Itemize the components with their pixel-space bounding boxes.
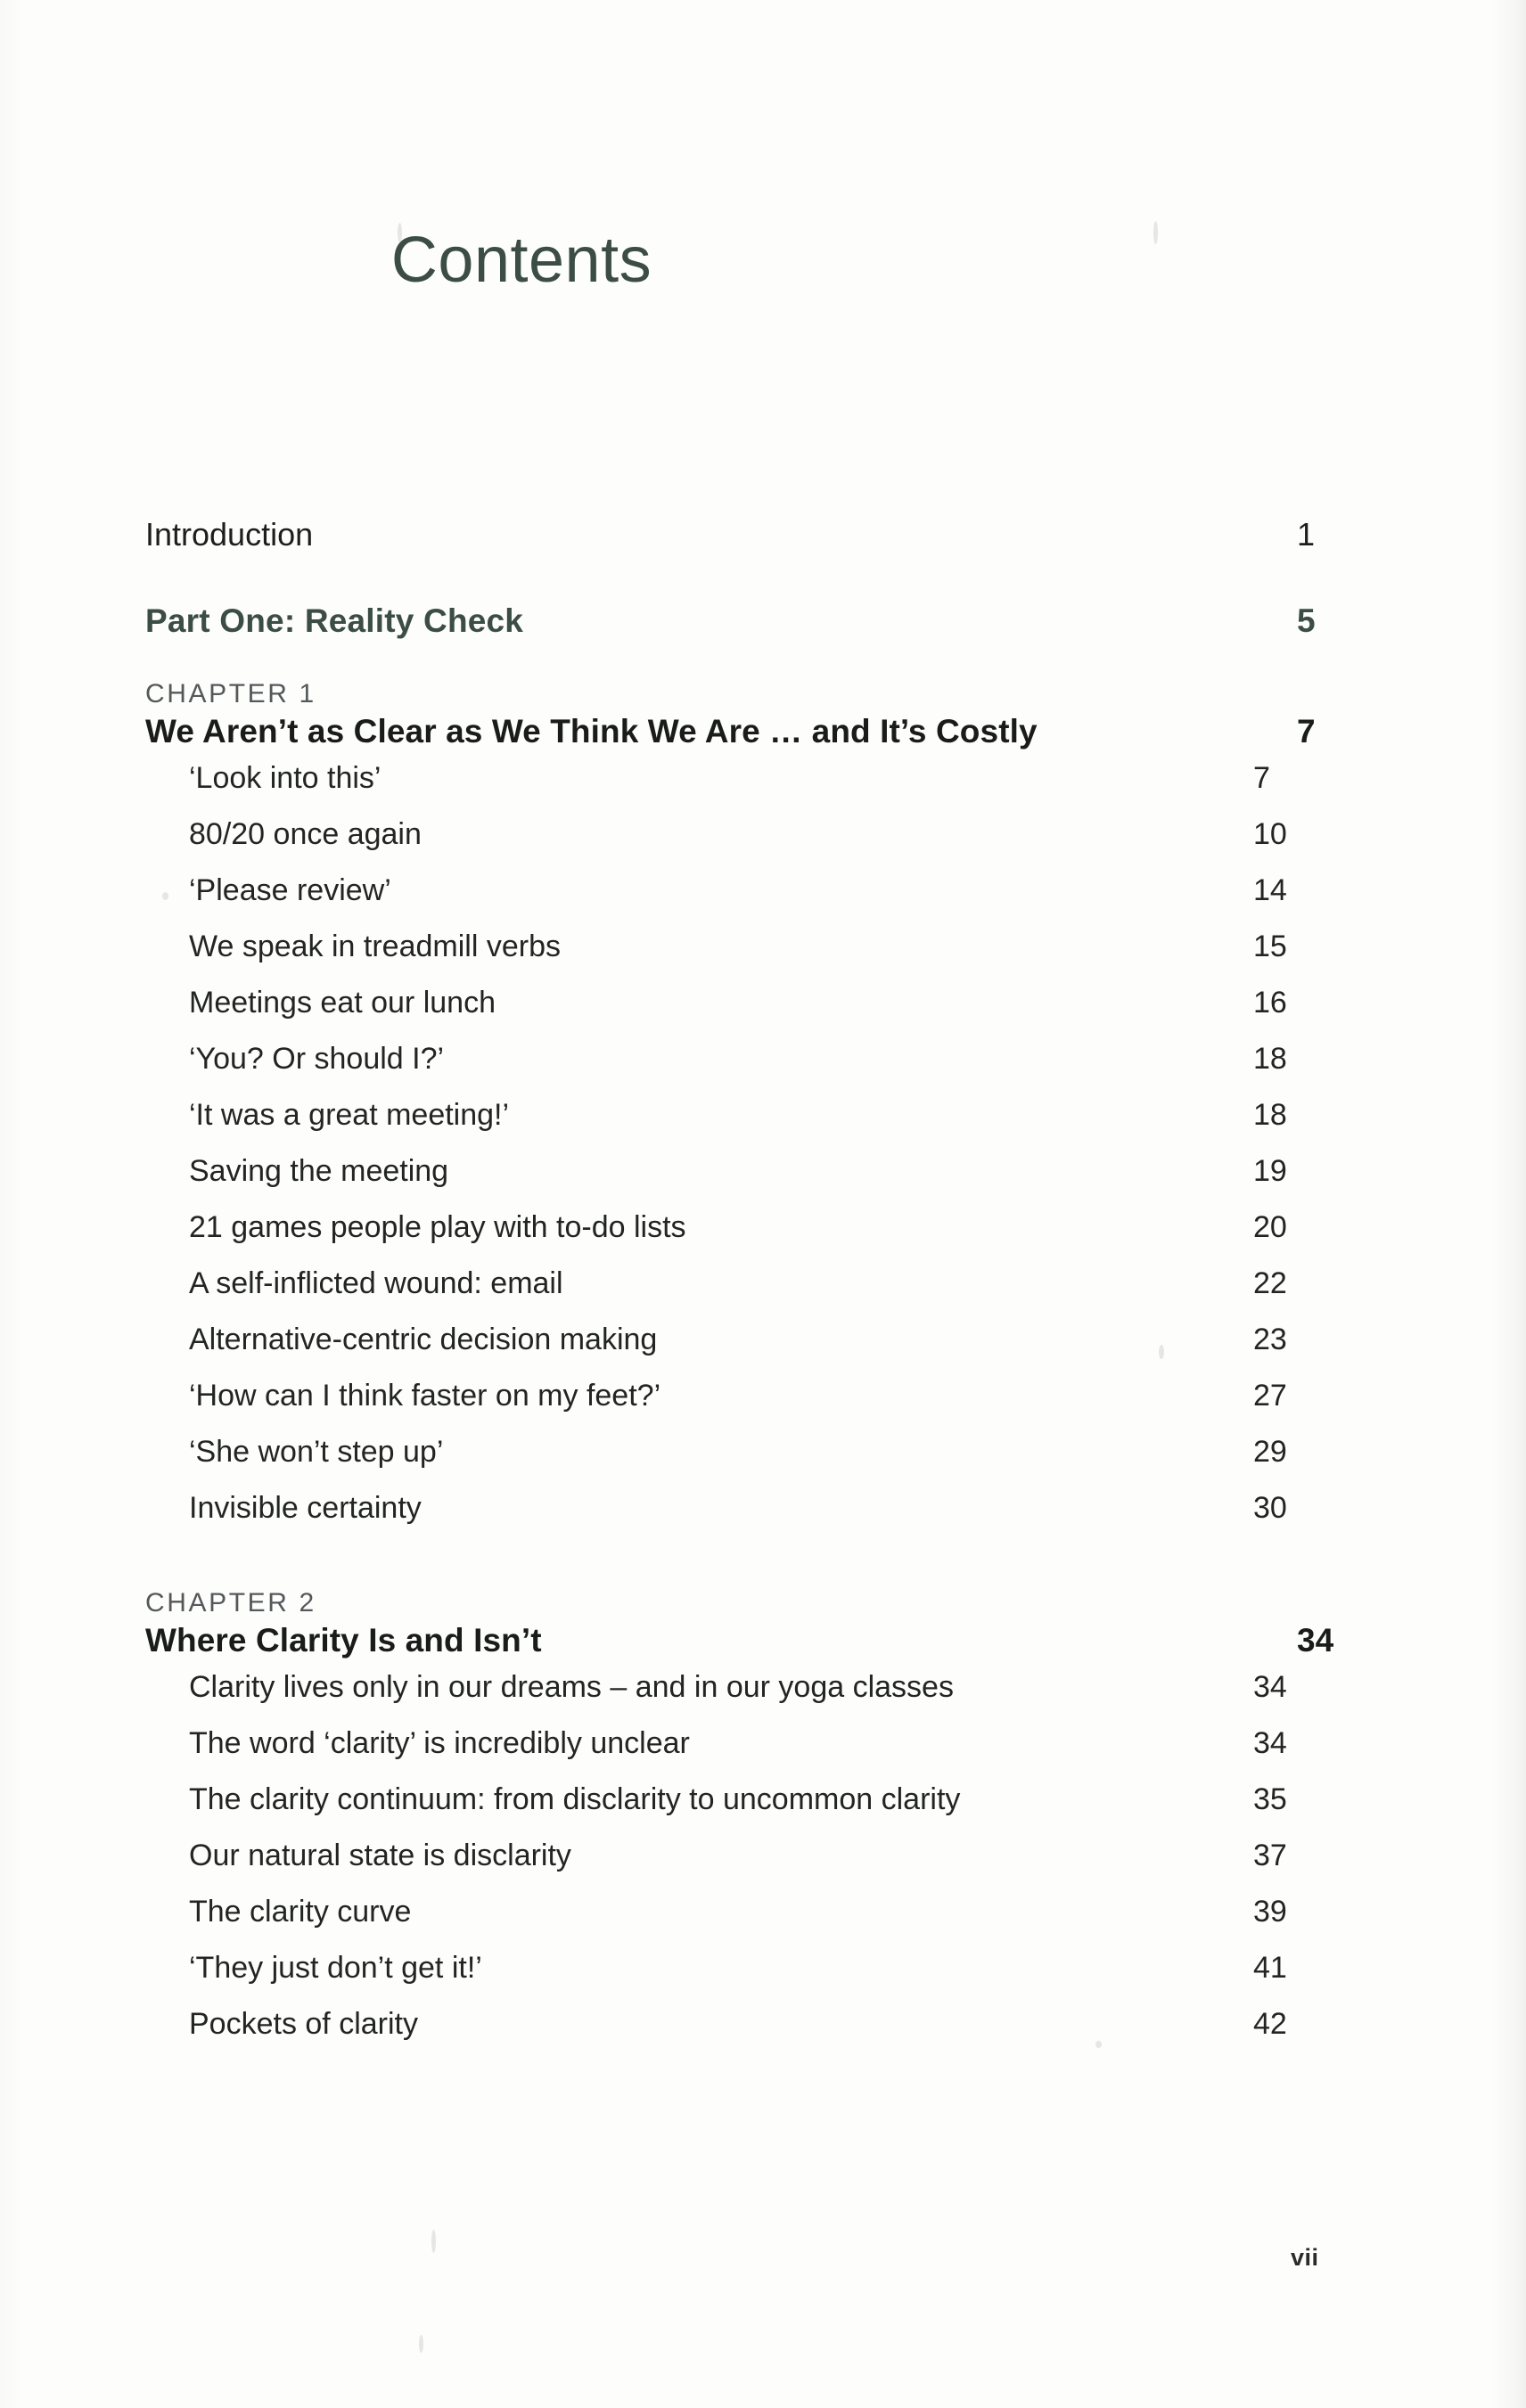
- toc-section-page-number: 29: [1253, 1435, 1287, 1469]
- toc-section-row[interactable]: [145, 872, 1393, 910]
- toc-section-row[interactable]: [145, 1096, 1393, 1134]
- spacer: [145, 1574, 1393, 1586]
- toc-section-label: The clarity continuum: from disclarity to uncommon clarity: [189, 1782, 961, 1816]
- page-title: Contents: [390, 225, 652, 297]
- chapter-one-section-list: [145, 759, 1393, 1528]
- toc-section-label: Pockets of clarity: [189, 2007, 418, 2041]
- toc-section-row[interactable]: [145, 1489, 1393, 1528]
- toc-section-label: ‘They just don’t get it!’: [189, 1951, 482, 1985]
- toc-section-label: Alternative-centric decision making: [189, 1323, 658, 1356]
- chapter-title-label: Where Clarity Is and Isn’t: [145, 1622, 542, 1659]
- toc-section-page-number: 18: [1253, 1098, 1287, 1132]
- chapter-two-eyebrow: [145, 1586, 1393, 1620]
- toc-section-page-number: 37: [1253, 1839, 1287, 1872]
- toc-section-row[interactable]: [145, 1949, 1393, 1987]
- toc-section-row[interactable]: [145, 1265, 1393, 1303]
- toc-section-row[interactable]: [145, 2005, 1393, 2044]
- toc-section-page-number: 39: [1253, 1895, 1287, 1929]
- spacer: [145, 642, 1393, 677]
- toc-section-page-number: 23: [1253, 1323, 1287, 1356]
- folio-page-number: vii: [1291, 2244, 1319, 2271]
- spacer: [145, 1528, 1393, 1574]
- toc-section-page-number: 14: [1253, 873, 1287, 907]
- toc-section-page-number: 30: [1253, 1491, 1287, 1525]
- toc-section-page-number: 34: [1253, 1726, 1287, 1760]
- toc-section-page-number: 22: [1253, 1266, 1287, 1300]
- toc-section-page-number: 42: [1253, 2007, 1287, 2041]
- toc-entry-label: Introduction: [145, 516, 314, 553]
- chapter-one-eyebrow: [145, 677, 1393, 711]
- toc-section-label: Our natural state is disclarity: [189, 1839, 571, 1872]
- scan-edge-shading-left: [0, 0, 23, 2408]
- toc-section-label: ‘It was a great meeting!’: [189, 1098, 510, 1132]
- toc-section-label: ‘How can I think faster on my feet?’: [189, 1379, 661, 1413]
- toc-section-label: 21 games people play with to-do lists: [189, 1210, 686, 1244]
- toc-section-row[interactable]: [145, 1837, 1393, 1875]
- toc-section-label: Clarity lives only in our dreams – and in our yoga classes: [189, 1670, 954, 1704]
- toc-section-label: The word ‘clarity’ is incredibly unclear: [189, 1726, 690, 1760]
- scan-speck: [431, 2230, 436, 2253]
- toc-section-page-number: 19: [1253, 1154, 1287, 1188]
- toc-section-label: 80/20 once again: [189, 817, 422, 851]
- toc-section-label: ‘She won’t step up’: [189, 1435, 444, 1469]
- scan-speck: [419, 2335, 423, 2353]
- toc-section-row[interactable]: [145, 1724, 1393, 1763]
- toc-section-label: ‘Please review’: [189, 873, 391, 907]
- toc-section-row[interactable]: [145, 1377, 1393, 1415]
- toc-section-row[interactable]: [145, 1668, 1393, 1707]
- toc-section-row[interactable]: [145, 759, 1393, 798]
- toc-entry-chapter-two[interactable]: [145, 1620, 1393, 1661]
- chapter-eyebrow-label: CHAPTER 1: [145, 679, 316, 708]
- scan-speck: [1153, 221, 1158, 244]
- toc-section-label: Invisible certainty: [189, 1491, 422, 1525]
- toc-section-label: We speak in treadmill verbs: [189, 930, 561, 963]
- chapter-page-number: 34: [1297, 1622, 1334, 1659]
- toc-section-label: Meetings eat our lunch: [189, 986, 496, 1020]
- toc-section-row[interactable]: [145, 984, 1393, 1022]
- toc-section-label: Saving the meeting: [189, 1154, 449, 1188]
- chapter-title-label: We Aren’t as Clear as We Think We Are … and It’s Costly: [145, 713, 1038, 749]
- toc-section-page-number: 16: [1253, 986, 1287, 1020]
- toc-section-page-number: 15: [1253, 930, 1287, 963]
- toc-section-row[interactable]: [145, 1208, 1393, 1247]
- toc-section-page-number: 27: [1253, 1379, 1287, 1413]
- toc-part-label: Part One: Reality Check: [145, 602, 524, 639]
- toc-entry-page-number: 1: [1297, 516, 1316, 553]
- toc-section-row[interactable]: [145, 1433, 1393, 1471]
- toc-section-row[interactable]: [145, 1321, 1393, 1359]
- toc-section-label: The clarity curve: [189, 1895, 412, 1929]
- toc-section-row[interactable]: [145, 815, 1393, 854]
- toc-section-page-number: 20: [1253, 1210, 1287, 1244]
- toc-section-page-number: 7: [1253, 761, 1270, 795]
- toc-section-page-number: 35: [1253, 1782, 1287, 1816]
- chapter-eyebrow-label: CHAPTER 2: [145, 1588, 316, 1618]
- toc-section-page-number: 41: [1253, 1951, 1287, 1985]
- toc-section-row[interactable]: [145, 1040, 1393, 1078]
- toc-part-page-number: 5: [1297, 602, 1316, 639]
- contents-list: [145, 515, 1393, 2044]
- toc-section-page-number: 10: [1253, 817, 1287, 851]
- toc-section-row[interactable]: [145, 1893, 1393, 1931]
- toc-section-label: ‘Look into this’: [189, 761, 382, 795]
- toc-section-row[interactable]: [145, 1152, 1393, 1191]
- scan-edge-shading-right: [1490, 0, 1526, 2408]
- spacer: [145, 554, 1393, 601]
- toc-section-label: ‘You? Or should I?’: [189, 1042, 445, 1076]
- toc-section-page-number: 18: [1253, 1042, 1287, 1076]
- toc-section-label: A self-inflicted wound: email: [189, 1266, 563, 1300]
- toc-entry-introduction[interactable]: [145, 515, 1393, 554]
- toc-entry-part-one[interactable]: [145, 601, 1393, 642]
- chapter-page-number: 7: [1297, 713, 1316, 749]
- chapter-two-section-list: [145, 1668, 1393, 2044]
- toc-section-row[interactable]: [145, 928, 1393, 966]
- toc-entry-chapter-one[interactable]: [145, 711, 1393, 752]
- toc-section-page-number: 34: [1253, 1670, 1287, 1704]
- toc-section-row[interactable]: [145, 1781, 1393, 1819]
